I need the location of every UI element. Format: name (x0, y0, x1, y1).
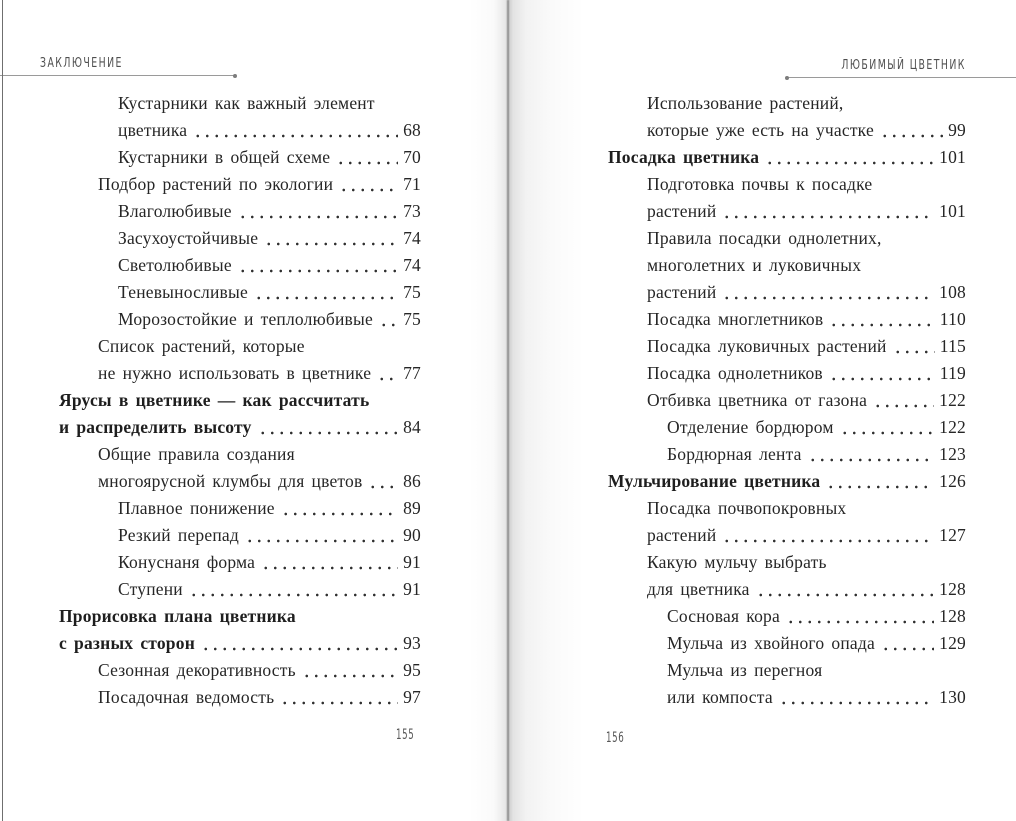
toc-entry (59, 198, 421, 225)
toc-entry (59, 549, 421, 576)
toc-left (59, 90, 421, 711)
toc-entry-page: 101 (939, 201, 966, 221)
toc-entry-title: Список растений, которые (98, 336, 305, 356)
toc-entry-title: или компоста (667, 687, 773, 707)
toc-entry-title: Светолюбивые (118, 255, 232, 275)
dot-leader (840, 414, 935, 435)
toc-entry (59, 414, 421, 441)
toc-entry-title: Правила посадки однолетних, (647, 228, 882, 248)
dot-leader (779, 684, 934, 705)
toc-entry (608, 549, 966, 576)
toc-entry-title: Посадка луковичных растений (647, 336, 887, 356)
dot-leader (756, 576, 935, 597)
dot-leader (238, 252, 398, 273)
toc-entry (608, 522, 966, 549)
toc-entry (59, 441, 421, 468)
toc-entry-title: Мульча из хвойного опада (667, 633, 875, 653)
dot-leader (238, 198, 398, 219)
dot-leader (245, 522, 398, 543)
toc-entry-page: 93 (403, 633, 421, 653)
toc-entry-title: Сосновая кора (667, 606, 780, 626)
toc-entry-title: Конуснаня форма (118, 552, 256, 572)
toc-entry (608, 414, 966, 441)
toc-entry (608, 198, 966, 225)
dot-leader (261, 549, 398, 570)
toc-entry-title: Плавное понижение (118, 498, 275, 518)
toc-entry-page: 119 (939, 363, 966, 383)
toc-entry (59, 630, 421, 657)
header-rule-right (787, 77, 1016, 78)
dot-leader (893, 333, 935, 354)
toc-entry-title: Какую мульчу выбрать (647, 552, 827, 572)
dot-leader (189, 576, 398, 597)
dot-leader (339, 171, 398, 192)
toc-entry (608, 684, 966, 711)
toc-entry (608, 90, 966, 117)
toc-entry-page: 99 (948, 120, 966, 140)
page-number-right (606, 730, 636, 746)
toc-entry-title: с разных сторон (59, 633, 195, 653)
running-head-right (608, 58, 966, 73)
running-head-right-text: ЛЮБИМЫЙ ЦВЕТНИК (841, 58, 966, 73)
toc-entry-title: Посадочная ведомость (98, 687, 275, 707)
running-head-left-text: ЗАКЛЮЧЕНИЕ (40, 56, 123, 71)
toc-entry-page: 123 (939, 444, 966, 464)
toc-entry (59, 90, 421, 117)
page-number-left-text: 155 (396, 727, 415, 743)
toc-entry-title: Засухоустойчивые (118, 228, 259, 248)
toc-entry-page: 95 (403, 660, 421, 680)
toc-entry-title: Подготовка почвы к посадке (647, 174, 873, 194)
toc-entry (59, 225, 421, 252)
toc-entry-title: и распределить высоту (59, 417, 252, 437)
toc-entry-title: Кустарники в общей схеме (118, 147, 331, 167)
toc-entry (59, 279, 421, 306)
toc-entry (59, 522, 421, 549)
toc-entry-title: многолетних и луковичных (647, 255, 862, 275)
dot-leader (722, 198, 934, 219)
toc-entry-title: не нужно использовать в цветнике (98, 363, 372, 383)
toc-entry-title: Использование растений, (647, 93, 844, 113)
toc-entry-title: Резкий перепад (118, 525, 239, 545)
dot-leader (281, 495, 398, 516)
toc-entry (608, 279, 966, 306)
toc-entry-title: Отбивка цветника от газона (647, 390, 868, 410)
toc-entry-title: Морозостойкие и теплолюбивые (118, 309, 373, 329)
toc-entry-title: Подбор растений по экологии (98, 174, 334, 194)
book-gutter-shadow (468, 0, 584, 821)
toc-entry (608, 630, 966, 657)
toc-entry (59, 360, 421, 387)
toc-entry (59, 495, 421, 522)
header-rule-left (0, 75, 235, 76)
dot-leader (254, 279, 398, 300)
toc-entry-page: 115 (939, 336, 966, 356)
toc-entry-page: 89 (403, 498, 421, 518)
toc-entry-page: 128 (939, 606, 966, 626)
toc-entry (608, 225, 966, 252)
page-number-right-text: 156 (606, 730, 625, 746)
toc-entry-title: Ярусы в цветнике — как рассчитать (59, 390, 370, 410)
dot-leader (808, 441, 935, 462)
dot-leader (881, 630, 934, 651)
dot-leader (193, 117, 398, 138)
page-number-left (396, 727, 426, 743)
toc-entry-title: Ступени (118, 579, 183, 599)
dot-leader (377, 360, 398, 381)
toc-entry (608, 306, 966, 333)
toc-entry-page: 70 (403, 147, 421, 167)
toc-entry (59, 333, 421, 360)
dot-leader (722, 522, 934, 543)
toc-entry-title: цветника (118, 120, 188, 140)
dot-leader (379, 306, 398, 327)
toc-entry (608, 495, 966, 522)
dot-leader (829, 360, 935, 381)
toc-entry-title: Теневыносливые (118, 282, 248, 302)
toc-entry-page: 122 (939, 417, 966, 437)
toc-entry-page: 74 (403, 228, 421, 248)
toc-entry-title: растений (647, 525, 717, 545)
dot-leader (264, 225, 398, 246)
toc-entry-page: 91 (403, 579, 421, 599)
toc-entry (608, 360, 966, 387)
dot-leader (258, 414, 399, 435)
toc-entry (59, 252, 421, 279)
toc-entry (59, 306, 421, 333)
toc-entry-title: Бордюрная лента (667, 444, 802, 464)
toc-entry-title: Посадка цветника (608, 147, 760, 167)
toc-entry (608, 468, 966, 495)
toc-right (608, 90, 966, 711)
dot-leader (722, 279, 934, 300)
toc-entry (608, 657, 966, 684)
dot-leader (786, 603, 934, 624)
toc-entry-page: 75 (403, 309, 421, 329)
toc-entry (608, 252, 966, 279)
toc-entry-title: Влаголюбивые (118, 201, 232, 221)
dot-leader (280, 684, 398, 705)
toc-entry (59, 684, 421, 711)
toc-entry-page: 128 (939, 579, 966, 599)
toc-entry-page: 90 (403, 525, 421, 545)
toc-entry (59, 171, 421, 198)
toc-entry-page: 77 (403, 363, 421, 383)
toc-entry (59, 468, 421, 495)
dot-leader (826, 468, 934, 489)
toc-entry-page: 122 (939, 390, 966, 410)
toc-entry (608, 117, 966, 144)
toc-entry-title: растений (647, 282, 717, 302)
running-head-left (40, 56, 155, 71)
toc-entry-title: Прорисовка плана цветника (59, 606, 296, 626)
book-spine-line (507, 0, 509, 821)
dot-leader (368, 468, 398, 489)
toc-entry-title: Сезонная декоративность (98, 660, 296, 680)
toc-entry-page: 127 (939, 525, 966, 545)
toc-entry-title: которые уже есть на участке (647, 120, 874, 140)
toc-entry (59, 387, 421, 414)
header-rule-right-dot (785, 76, 789, 80)
toc-entry-title: Мульчирование цветника (608, 471, 821, 491)
toc-entry-title: Посадка однолетников (647, 363, 823, 383)
toc-entry (608, 603, 966, 630)
header-rule-left-dot (233, 74, 237, 78)
dot-leader (829, 306, 934, 327)
toc-entry-page: 73 (403, 201, 421, 221)
toc-entry (59, 144, 421, 171)
toc-entry-page: 86 (403, 471, 421, 491)
toc-entry-page: 71 (403, 174, 421, 194)
toc-entry-title: Посадка многлетников (647, 309, 824, 329)
toc-entry (608, 387, 966, 414)
toc-entry (608, 144, 966, 171)
toc-entry (59, 576, 421, 603)
toc-entry-page: 75 (403, 282, 421, 302)
toc-entry (608, 441, 966, 468)
dot-leader (880, 117, 943, 138)
toc-entry-title: Общие правила создания (98, 444, 295, 464)
dot-leader (765, 144, 934, 165)
toc-entry-page: 97 (403, 687, 421, 707)
toc-entry-title: для цветника (647, 579, 750, 599)
toc-entry-page: 68 (403, 120, 421, 140)
dot-leader (873, 387, 934, 408)
toc-entry-page: 84 (403, 417, 421, 437)
toc-entry (608, 171, 966, 198)
toc-entry-title: растений (647, 201, 717, 221)
toc-entry-title: Кустарники как важный элемент (118, 93, 375, 113)
toc-entry-title: Мульча из перегноя (667, 660, 823, 680)
toc-entry-page: 126 (939, 471, 966, 491)
toc-entry (59, 117, 421, 144)
toc-entry-title: многоярусной клумбы для цветов (98, 471, 363, 491)
toc-entry-page: 101 (939, 147, 966, 167)
dot-leader (201, 630, 398, 651)
toc-entry-page: 91 (403, 552, 421, 572)
toc-entry-page: 74 (403, 255, 421, 275)
toc-entry-page: 108 (939, 282, 966, 302)
toc-entry (59, 603, 421, 630)
dot-leader (336, 144, 398, 165)
toc-entry-page: 130 (939, 687, 966, 707)
toc-entry-title: Отделение бордюром (667, 417, 834, 437)
toc-entry-title: Посадка почвопокровных (647, 498, 847, 518)
toc-entry-page: 110 (939, 309, 966, 329)
toc-entry (59, 657, 421, 684)
toc-entry (608, 333, 966, 360)
toc-entry-page: 129 (939, 633, 966, 653)
dot-leader (302, 657, 398, 678)
toc-entry (608, 576, 966, 603)
page-edge-line (2, 0, 3, 821)
